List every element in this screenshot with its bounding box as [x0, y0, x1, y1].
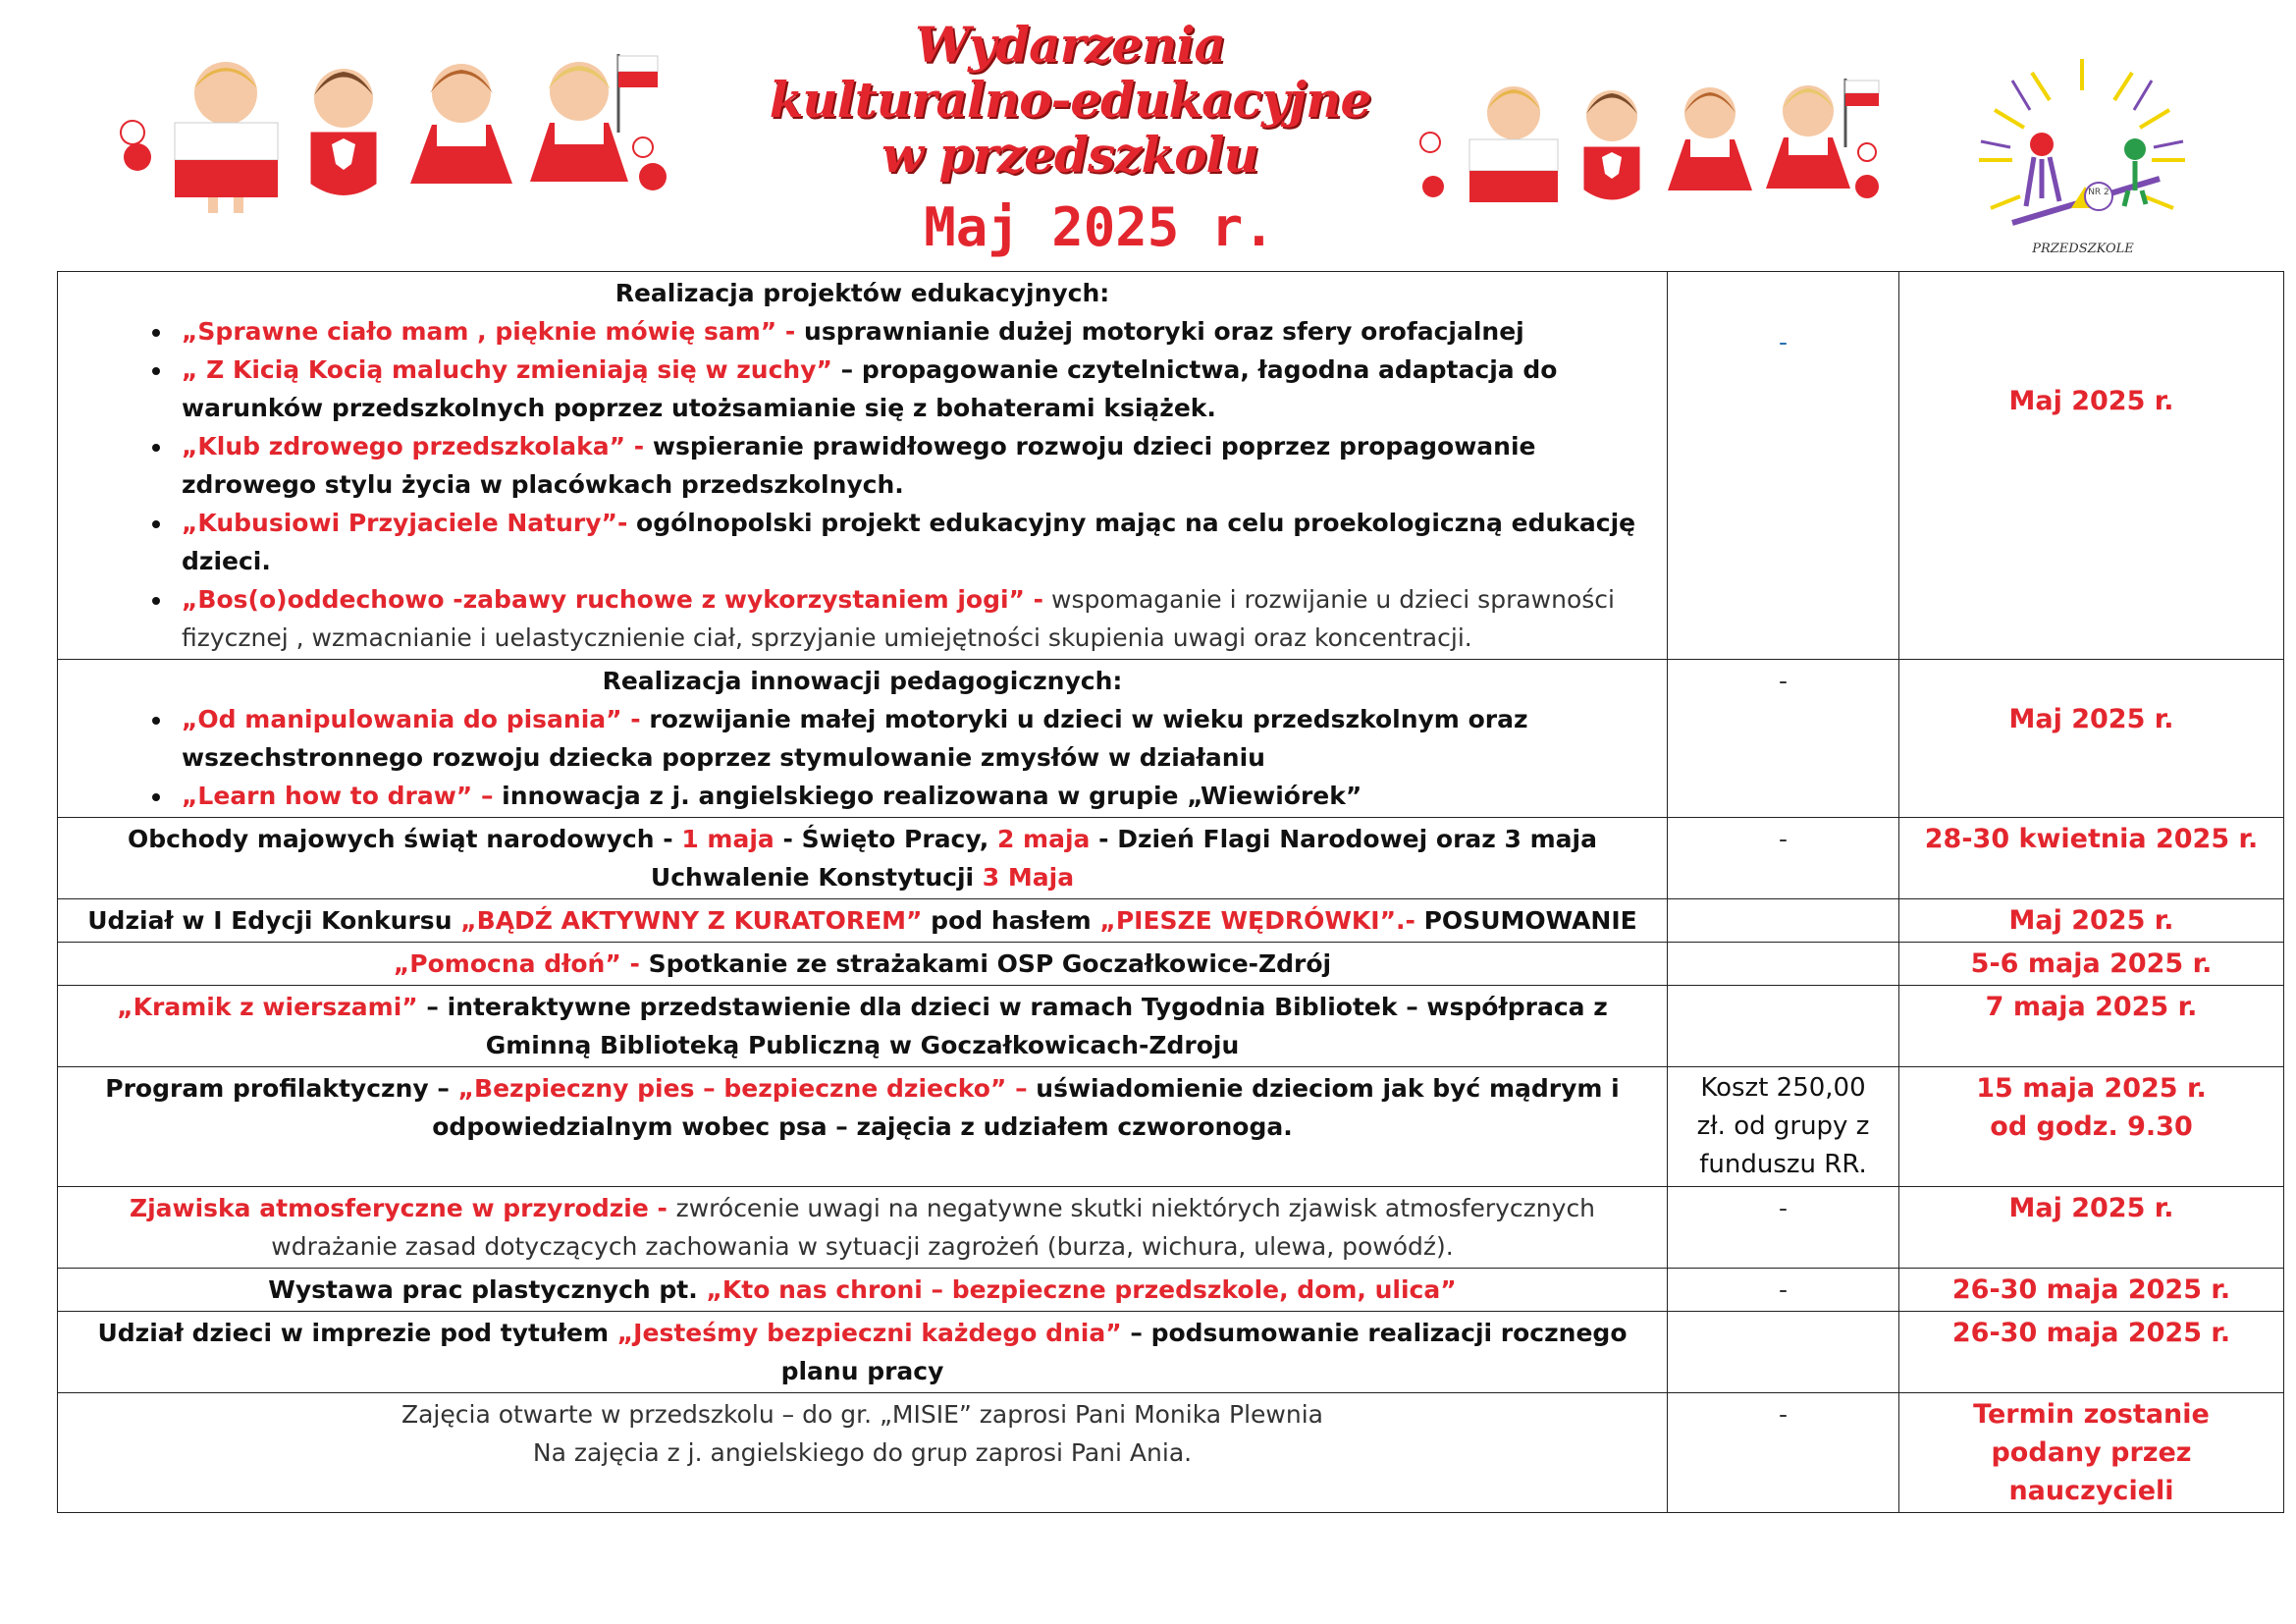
event-text — [80, 820, 1645, 896]
plain-text: uświadomienie dzieciom jak być mądrym i odpowiedzialnym wobec psa – zajęcia z udziałem czworonoga. — [432, 1074, 1620, 1141]
event-description — [58, 660, 1668, 818]
date-value: Maj 2025 r. — [2008, 386, 2174, 416]
item-description: wspomaganie i rozwijanie u dzieci sprawności fizycznej , wzmacnianie i uelastycznienie ciał, sprzyjanie umiejętności skupienia uwagi oraz koncentracji. — [182, 585, 1615, 652]
event-date — [1899, 1393, 2284, 1513]
plain-text: Obchody majowych świąt narodowych - — [128, 825, 682, 853]
event-row — [58, 660, 2284, 818]
events-table-body — [58, 272, 2284, 1513]
event-cost — [1668, 660, 1899, 818]
event-description — [58, 1393, 1668, 1513]
highlighted-text: „Jesteśmy bezpieczni każdego dnia” — [616, 1319, 1122, 1347]
event-text — [80, 988, 1645, 1064]
cost-value: - — [1778, 825, 1789, 853]
event-cost — [1668, 1067, 1899, 1187]
plain-text: Wystawa prac plastycznych pt. — [268, 1275, 707, 1304]
date-value: 5-6 maja 2025 r. — [1970, 948, 2213, 979]
event-date — [1899, 818, 2284, 899]
event-date — [1899, 1067, 2284, 1187]
event-cost — [1668, 1393, 1899, 1513]
plain-text: - Dzień Flagi Narodowej oraz 3 maja Uchwalenie Konstytucji — [650, 825, 1597, 892]
event-description — [58, 272, 1668, 660]
event-text — [80, 1069, 1645, 1146]
kids-with-flags-illustration-left — [98, 54, 677, 216]
event-cost — [1668, 1269, 1899, 1312]
list-item — [174, 777, 1645, 815]
highlighted-text: „Pomocna dłoń” - — [393, 949, 649, 978]
plain-text: Spotkanie ze strażakami OSP Goczałkowice-Zdrój — [648, 949, 1332, 978]
event-cost — [1668, 818, 1899, 899]
event-row — [58, 943, 2284, 986]
item-title: „Od manipulowania do pisania” - — [182, 705, 641, 733]
item-description: innowacja z j. angielskiego realizowana w grupie „Wiewiórek” — [493, 782, 1362, 810]
event-date — [1899, 272, 2284, 660]
date-value: 15 maja 2025 r. — [1976, 1073, 2207, 1104]
title-line-3: w przedszkolu — [881, 126, 1258, 184]
events-table — [57, 271, 2284, 1513]
item-title: „Sprawne ciało mam , pięknie mówię sam” - — [182, 317, 796, 346]
highlighted-text: 3 Maja — [982, 863, 1075, 892]
plain-text: – podsumowanie realizacji rocznego planu pracy — [780, 1319, 1628, 1385]
event-row — [58, 1269, 2284, 1312]
item-title: „Bos(o)oddechowo -zabawy ruchowe z wykorzystaniem jogi” - — [182, 585, 1044, 614]
item-title: „Klub zdrowego przedszkolaka” - — [182, 432, 645, 460]
date-value: Termin zostanie podany przez nauczycieli — [1973, 1399, 2210, 1506]
plain-text: Program profilaktyczny – — [105, 1074, 458, 1103]
item-description: – propagowanie czytelnictwa, łagodna adaptacja do warunków przedszkolnych poprzez utożsamianie się z bohaterami książek. — [182, 355, 1558, 422]
event-description — [58, 1187, 1668, 1269]
cost-value: - — [1778, 1275, 1789, 1304]
event-text — [80, 1271, 1645, 1309]
item-description: rozwijanie małej motoryki u dzieci w wieku przedszkolnym oraz wszechstronnego rozwoju dziecka poprzez stymulowanie zmysłów w działaniu — [182, 705, 1528, 772]
date-value: Maj 2025 r. — [2008, 704, 2174, 734]
event-row — [58, 899, 2284, 943]
event-cost — [1668, 272, 1899, 660]
list-item — [174, 504, 1645, 580]
highlighted-text: Zjawiska atmosferyczne w przyrodzie - — [129, 1194, 676, 1222]
highlighted-text: 2 maja — [996, 825, 1091, 853]
date-value: 28-30 kwietnia 2025 r. — [1924, 824, 2259, 854]
cost-value: - — [1778, 667, 1789, 695]
list-item — [174, 700, 1645, 777]
event-cost — [1668, 943, 1899, 986]
highlighted-text: „Kto nas chroni – bezpieczne przedszkole, dom, ulica” — [706, 1275, 1457, 1304]
logo-nr-text: NR 2 — [2088, 188, 2109, 197]
kids-with-flags-illustration-right — [1406, 79, 1892, 216]
date-value: 7 maja 2025 r. — [1985, 992, 2198, 1022]
list-item — [174, 427, 1645, 504]
event-date — [1899, 660, 2284, 818]
event-date — [1899, 986, 2284, 1067]
event-cost — [1668, 986, 1899, 1067]
event-cost — [1668, 1187, 1899, 1269]
item-title: „ Z Kicią Kocią maluchy zmieniają się w zuchy” — [182, 355, 832, 384]
cost-value: - — [1778, 328, 1789, 356]
item-description: wspieranie prawidłowego rozwoju dzieci poprzez propagowanie zdrowego stylu życia w placówkach przedszkolnych. — [182, 432, 1536, 499]
event-date — [1899, 1269, 2284, 1312]
project-list — [80, 700, 1645, 815]
logo-caption: PRZEDSZKOLE — [2032, 242, 2134, 256]
highlighted-text: „BĄDŹ AKTYWNY Z KURATOREM” — [460, 906, 923, 935]
plain-text: Udział w I Edycji Konkursu — [87, 906, 461, 935]
event-description — [58, 818, 1668, 899]
event-description — [58, 986, 1668, 1067]
event-cost — [1668, 1312, 1899, 1393]
date-value: 26-30 maja 2025 r. — [1951, 1318, 2231, 1348]
month-heading: Maj 2025 r. — [924, 196, 1275, 258]
plain-text: POSUMOWANIE — [1415, 906, 1637, 935]
project-list — [80, 312, 1645, 657]
highlighted-text: 1 maja — [681, 825, 774, 853]
highlighted-text: „PIESZE WĘDRÓWKI”.- — [1099, 906, 1415, 935]
event-row — [58, 986, 2284, 1067]
event-text — [80, 901, 1645, 940]
event-text — [80, 945, 1645, 983]
event-description — [58, 1067, 1668, 1187]
title-line-2: kulturalno-edukacyjne — [769, 71, 1371, 129]
date-value: Maj 2025 r. — [2008, 905, 2174, 936]
section-heading: Realizacja projektów edukacyjnych: — [614, 279, 1110, 307]
item-title: „Kubusiowi Przyjaciele Natury”- — [182, 509, 628, 537]
title-line-1: Wydarzenia — [915, 16, 1225, 74]
list-item — [174, 312, 1645, 351]
plain-text: zwrócenie uwagi na negatywne skutki niektórych zjawisk atmosferycznych wdrażanie zasad dotyczących zachowania w sytuacji zagrożeń (burza, wichura, ulewa, powódź). — [271, 1194, 1596, 1261]
highlighted-text: „Kramik z wierszami” — [117, 993, 418, 1021]
event-row — [58, 1393, 2284, 1513]
plain-text: – interaktywne przedstawienie dla dzieci w ramach Tygodnia Bibliotek – współpraca z Gminną Biblioteką Publiczną w Goczałkowicach-Zdroju — [417, 993, 1608, 1059]
cost-value: - — [1778, 1400, 1789, 1429]
event-description — [58, 1312, 1668, 1393]
date-value: 26-30 maja 2025 r. — [1951, 1274, 2231, 1305]
page-title — [726, 18, 1414, 183]
page-header — [0, 0, 2296, 270]
event-row — [58, 1187, 2284, 1269]
event-description — [58, 943, 1668, 986]
section-heading: Realizacja innowacji pedagogicznych: — [602, 667, 1123, 695]
event-date — [1899, 943, 2284, 986]
cost-value: Koszt 250,00 zł. od grupy z funduszu RR. — [1696, 1073, 1870, 1179]
date-value: Maj 2025 r. — [2008, 1193, 2174, 1223]
list-item — [174, 580, 1645, 657]
event-date — [1899, 1187, 2284, 1269]
time-value: od godz. 9.30 — [1990, 1111, 2193, 1142]
event-row — [58, 272, 2284, 660]
event-date — [1899, 899, 2284, 943]
highlighted-text: „Bezpieczny pies – bezpieczne dziecko” – — [457, 1074, 1028, 1103]
kindergarten-logo — [1973, 51, 2191, 269]
plain-text: Udział dzieci w imprezie pod tytułem — [97, 1319, 617, 1347]
sun-seesaw-logo-icon — [1973, 51, 2191, 269]
event-text — [80, 1314, 1645, 1390]
event-row — [58, 1312, 2284, 1393]
cost-value: - — [1778, 1194, 1789, 1222]
event-row — [58, 818, 2284, 899]
event-line: Zajęcia otwarte w przedszkolu – do gr. „MISIE” zaprosi Pani Monika Plewnia — [400, 1400, 1323, 1429]
event-row — [58, 1067, 2284, 1187]
item-description: ogólnopolski projekt edukacyjny mając na celu proekologiczną edukację dzieci. — [182, 509, 1636, 575]
item-description: usprawnianie dużej motoryki oraz sfery orofacjalnej — [795, 317, 1524, 346]
event-text — [80, 1189, 1645, 1266]
plain-text: - Święto Pracy, — [774, 825, 997, 853]
plain-text: pod hasłem — [922, 906, 1100, 935]
item-title: „Learn how to draw” – — [182, 782, 494, 810]
event-date — [1899, 1312, 2284, 1393]
event-description — [58, 1269, 1668, 1312]
event-line: Na zajęcia z j. angielskiego do grup zaprosi Pani Ania. — [532, 1438, 1193, 1467]
event-description — [58, 899, 1668, 943]
event-cost — [1668, 899, 1899, 943]
list-item — [174, 351, 1645, 427]
